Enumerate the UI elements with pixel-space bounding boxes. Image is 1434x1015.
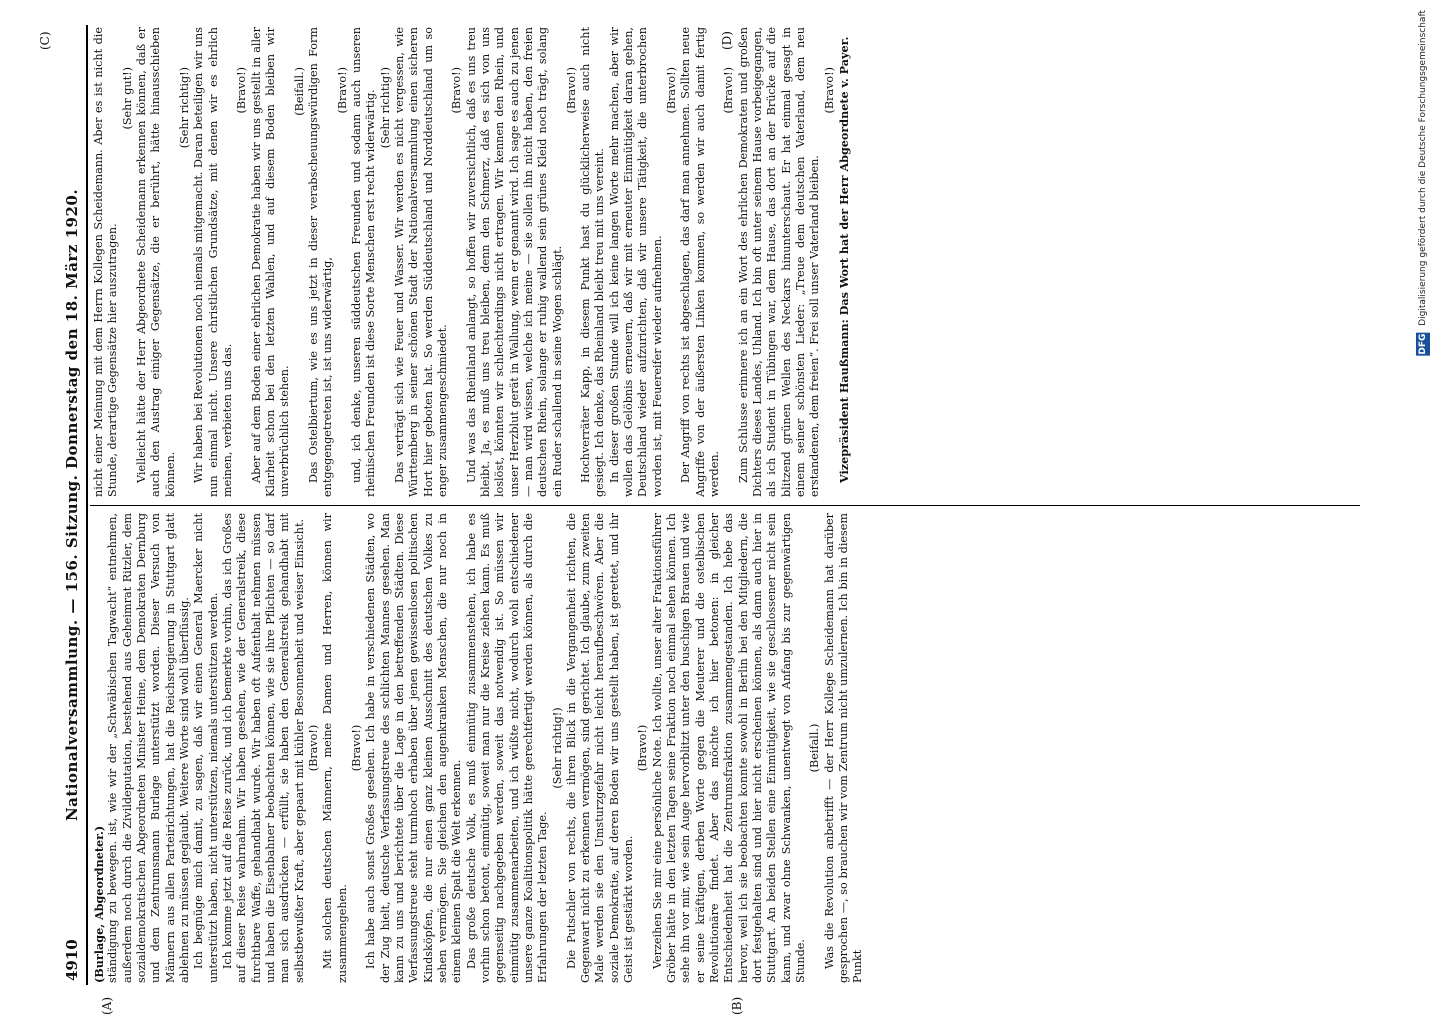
left-column: [92, 513, 1362, 983]
paragraph: In dieser großen Stunde will ich keine langen Worte mehr machen, aber wir wollen das Gelöbnis erneuern, daß wir mit erneuter Einmütigkeit daran gehen, Deutschland wieder aufzurichten, daß wir unsere Tätigkeit, die unterbrochen worden ist, mit Feuereifer wieder aufnehmen.: [607, 27, 664, 497]
side-note-text: Digitalisierung gefördert durch die Deutsche Forschungsgemeinschaft: [1418, 10, 1428, 326]
paragraph: nicht einer Meinung mit dem Herrn Kollegen Scheidemann. Aber es ist nicht die Stunde, derartige Gegensätze hier auszutragen.: [92, 27, 120, 497]
interjection: (Bravo!): [822, 67, 836, 114]
page-title: Nationalversammlung. — 156. Sitzung. Donnerstag den 18. März 1920.: [63, 188, 81, 822]
rotated-page-content: [38, 25, 1370, 1015]
interjection: (Sehr richtig!): [550, 707, 564, 789]
paragraph: Ich komme jetzt auf die Reise zurück, und ich bemerkte vorhin, das ich Großes auf dieser Reise wahrnahm. Wir haben gesehen, wie der Generalstreik, diese furchtbare Waffe, gehandhabt wurde. Wir haben oft Aufenthalt nehmen müssen und haben die Eisenbahner beobachten können, wie sie ihre Pflichten — so darf man sich ausdrücken — erfüllt, sie haben den Generalstreik gehandhabt mit selbstbewußter Kraft, aber gepaart mit kühler Besonnenheit und weiser Einsicht.: [220, 513, 306, 983]
paragraph: Das verträgt sich wie Feuer und Wasser. Wir werden es nicht vergessen, wie Württemberg in seiner schönen Stadt der Nationalversammlung einen sicheren Hort hier geboten hat. So werden Süddeutschland und Norddeutschland um so enger zusammengeschmiedet.: [392, 27, 449, 497]
paragraph: Der Angriff von rechts ist abgeschlagen, das darf man annehmen. Sollten neue Angriffe von der äußersten Linken kommen, so werden wir auch damit fertig werden.: [679, 27, 722, 497]
margin-mark-b: (B): [730, 996, 744, 1015]
interjection: (Sehr gut!): [120, 67, 134, 130]
interjection: (Bravo!): [306, 724, 320, 772]
interjection: (Bravo!): [235, 67, 249, 114]
paragraph: Verzeihen Sie mir eine persönliche Note. Ich wollte, unser alter Fraktionsführer Gröber hätte in den letzten Tagen seine Fraktion noch einmal sehen können. Ich sehe ihn vor mir, wie sein Auge hervorblitzt unter den buschigen Brauen und wie er seine kräftigen, derben Worte gegen die Meuterer und die ostelbischen Revolutionäre findet. Aber das möchte ich hier betonen: in gleicher Entschiedenheit hat die Zentrumsfraktion zusammengestanden. Ich hebe das hervor, weil ich sie beobachten konnte sowohl in Berlin bei den Mitgliedern, die dort festgehalten sind und hier nicht erscheinen können, als dann auch hier in Stuttgart. An beiden Stellen eine Einmütigkeit, wie sie geschlossener nicht sein kann, und zwar ohne Schwanken, unentwegt von Anfang bis zur gegenwärtigen Stunde.: [650, 513, 808, 983]
page-number: 4910: [63, 939, 81, 981]
right-column: [92, 27, 1362, 497]
paragraph: Die Putschler von rechts, die ihren Blick in die Vergangenheit richten, die Gegenwart nicht zu erkennen vermögen, sind gerichtet. Ich glaube, zum zweiten Male werden sie den Umsturzgefahr nicht leicht heraufbeschwören. Aber die soziale Demokratie, auf deren Boden wir uns gestellt haben, ist gerettet, und ihr Geist ist gestärkt worden.: [564, 513, 636, 983]
interjection: (Sehr richtig!): [177, 67, 191, 149]
paragraph: Wir haben bei Revolutionen noch niemals mitgemacht. Daran beteiligen wir uns nun einmal nicht. Unsere christlichen Grundsätze, mit denen wir es ehrlich meinen, verbieten uns das.: [192, 27, 234, 497]
paragraph: Ich habe auch sonst Großes gesehen. Ich habe in verschiedenen Städten, wo der Zug hielt, deutsche Verfassungstreue des schlichten Mannes gesehen. Man kann zu uns und berichtete über die Lage in den betreffenden Städten. Diese Verfassungstreue steht turmhoch erhaben über jenen gewissenlosen politischen Kindsköpfen, die nur einen ganz kleinen Ausschnitt des deutschen Volkes zu sehen vermögen. Sie gleichen den augenkranken Menschen, die nur noch in einem kleinen Spalt die Welt erkennen.: [364, 513, 464, 983]
dfg-logo: DFG: [1418, 333, 1428, 355]
paragraph: Vielleicht hätte der Herr Abgeordnete Scheidemann erkennen können, daß er auch den Austrag einiger Gegensätze, die er berührt, hätte hinausschieben können.: [134, 27, 177, 497]
interjection: (Bravo!): [349, 724, 363, 772]
column-divider: [90, 505, 1360, 506]
interjection: (Beifall.): [292, 67, 306, 116]
page-header: [60, 25, 88, 985]
paragraph: Aber auf dem Boden einer ehrlichen Demokratie haben wir uns gestellt in aller Klarheit schon bei den letzten Wahlen, und auf diesem Boden bleiben wir unverbrüchlich stehen.: [249, 27, 292, 497]
interjection: (Bravo!): [722, 67, 736, 114]
paragraph: Das Ostelbiertum, wie es uns jetzt in dieser verabscheuungswürdigen Form entgegengetreten ist, ist uns widerwärtig,: [306, 27, 335, 497]
paragraph: Das große deutsche Volk, es muß einmütig zusammenstehen, ich habe es vorhin schon betont, einmütig, soweit man nur die Kreise ziehen kann. Es muß gegenseitig nachgegeben werden, soweit das notwendig ist. So müssen wir einmütig zusammenarbeiten, und ich wüßte nicht, wodurch wohl entschiedener unsere ganze Koalitionspolitik hätte gerechtfertigt werden können, als durch die Erfahrungen der letzten Tage.: [464, 513, 550, 983]
interjection: (Sehr richtig!): [378, 67, 392, 149]
margin-mark-d: (D): [720, 31, 734, 50]
paragraph: Und was das Rheinland anlangt, so hoffen wir zuversichtlich, daß es uns treu bleibt. Ja, es muß uns treu bleiben, denn den Schmerz, daß es sich von uns loslöst, könnten wir schlechterdings nicht ertragen. Wir kennen den Rhein, und unser Herzblut gerät in Wallung, wenn er genannt wird. Ich sage es auch zu jenen — man wird wissen, welche ich meine — sie sollen ihn nicht haben, den freien deutschen Rhein, solange er ruhig wallend sein grünes Kleid noch trägt, solang ein Ruder schallend in seine Wogen schlägt.: [464, 27, 564, 497]
interjection: (Bravo!): [450, 67, 464, 114]
interjection: (Bravo!): [665, 67, 679, 114]
margin-mark-c: (C): [38, 31, 52, 50]
paragraph: Zum Schlusse erinnere ich an ein Wort des ehrlichen Demokraten und großen Dichters dieses Landes, Uhland. Ich bin oft unter seinem Hause vorbeigegangen, als ich Student in Tübingen war, dem Hause, das dort an der Brücke auf die blitzend grünen Wellen des Neckars hinunterschaut. Er hat einmal gesagt in einem seiner schönsten Lieder: „Treue dem deutschen Vaterland, dem neu erstandenen, dem freien“. Frei soll unser Vaterland bleiben.: [736, 27, 822, 497]
interjection: (Bravo!): [564, 67, 578, 114]
paragraph: ständigung zu bewegen. ist, wie wir der „Schwäbischen Tagwacht“ entnehmen, außerdem noch durch die Zivildeputation, bestehend aus Geheimrat Ritzler, dem sozialdemokratischen Abgeordneten Minister Heine, dem Demokraten Dernburg und dem Zentrumsmann Burlage unterstützt worden. Dieser Versuch von Männern aus allen Parteirichtungen, hat die Reichsregierung in Stuttgart glatt ablehnen zu müssen geglaubt. Weitere Worte sind wohl überflüssig.: [106, 513, 191, 983]
margin-mark-a: (A): [100, 996, 114, 1015]
paragraph: Hochverräter Kapp, in diesem Punkt hast du glücklicherweise auch nicht gesiegt. Ich denke, das Rheinland bleibt treu mit uns vereint.: [579, 27, 607, 497]
interjection: (Bravo!): [636, 724, 650, 772]
paragraph: Vizepräsident Haußmann: Das Wort hat der Herr Abgeordnete v. Payer.: [837, 36, 852, 483]
paragraph: Ich begnüge mich damit, zu sagen, daß wir einen General Maercker nicht unterstützt haben, nicht unterstützen, niemals unterstützen werden.: [192, 513, 220, 983]
paragraph: Mit solchen deutschen Männern, meine Damen und Herren, können wir zusammengehen.: [321, 513, 349, 983]
paragraph: und, ich denke, unseren süddeutschen Freunden und sodann auch unseren rheinischen Freunden ist diese Sorte Menschen erst recht widerwärtig.: [349, 27, 378, 497]
paragraph: Was die Revolution anbetrifft — der Herr Kollege Scheidemann hat darüber gesprochen —, so brauchen wir vom Zentrum nicht umzulernen. Ich bin in diesem Punkt: [822, 513, 865, 983]
speaker-note: (Burlage, Abgeordneter.): [92, 825, 106, 983]
interjection: (Bravo!): [335, 67, 349, 114]
interjection: (Beifall.): [808, 723, 822, 773]
side-note: [1416, 10, 1430, 356]
